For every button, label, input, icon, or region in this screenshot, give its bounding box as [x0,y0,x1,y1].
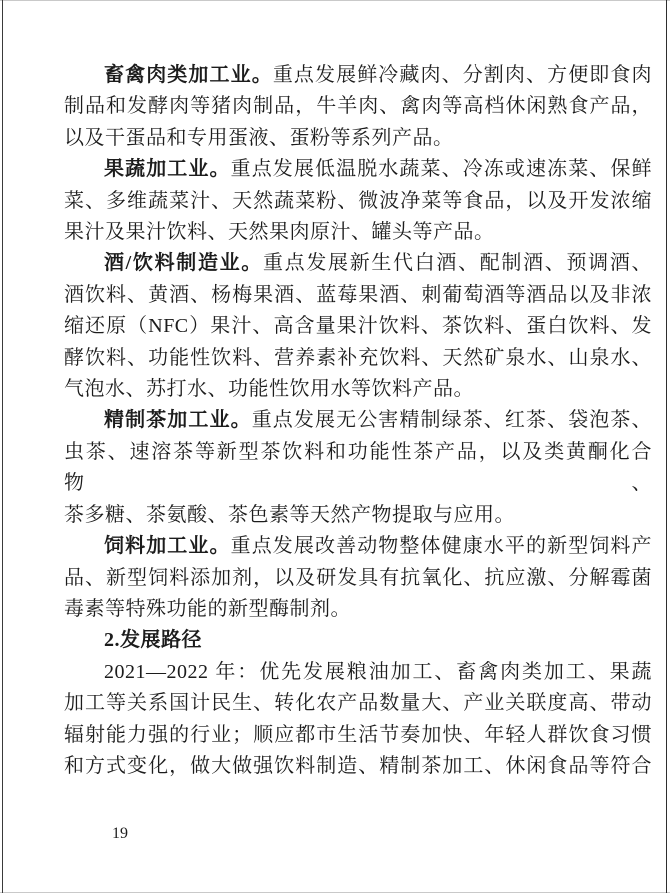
text-line [64,311,652,342]
text-run: 和方式变化，做大做强饮料制造、精制茶加工、休闲食品等符合 [64,754,652,777]
text-run: 气泡水、苏打水、功能性饮用水等饮料产品。 [64,378,474,401]
text-line [64,60,652,91]
text-line [64,531,652,562]
text-run: 重点发展改善动物整体健康水平的新型饲料产 [230,535,653,558]
document-body [64,60,652,782]
text-line [64,657,652,688]
text-line [64,688,652,719]
text-line [64,374,652,405]
text-run: 以及干蛋品和专用蛋液、蛋粉等系列产品。 [64,126,454,149]
heading-run: 精制茶加工业。 [104,409,252,432]
heading-run: 2.发展路径 [104,629,202,652]
heading-run: 酒/饮料制造业。 [104,252,263,275]
text-line [64,720,652,751]
text-line [64,186,652,217]
text-line [64,563,652,594]
text-line [64,154,652,185]
text-line [64,343,652,374]
text-run: 毒素等特殊功能的新型酶制剂。 [64,597,351,620]
text-line [64,217,652,248]
text-run: 重点发展鲜冷藏肉、分割肉、方便即食肉 [272,64,653,86]
text-line [64,625,652,656]
text-run: 虫茶、速溶茶等新型茶饮料和功能性茶产品，以及类黄酮化合物、 [64,440,652,495]
text-run: 品、新型饲料添加剂，以及研发具有抗氧化、抗应激、分解霉菌 [64,566,652,589]
text-line [64,500,652,531]
text-line [64,123,652,154]
text-run: 酒饮料、黄酒、杨梅果酒、蓝莓果酒、刺葡萄酒等酒品以及非浓 [64,283,652,306]
heading-run: 畜禽肉类加工业。 [104,64,273,86]
page-edge-top [0,0,670,1]
page-edge-left [2,0,3,893]
text-line [64,405,652,436]
text-run: 加工等关系国计民生、转化农产品数量大、产业关联度高、带动 [64,692,652,715]
text-line [64,248,652,279]
text-run: 重点发展低温脱水蔬菜、冷冻或速冻菜、保鲜 [230,158,653,181]
heading-run: 饲料加工业。 [104,535,231,558]
text-line [64,594,652,625]
text-line [64,280,652,311]
text-run: 重点发展新生代白酒、配制酒、预调酒、 [262,252,653,275]
text-run: 果汁及果汁饮料、天然果肉原汁、罐头等产品。 [64,221,495,244]
heading-run: 果蔬加工业。 [104,158,231,181]
text-line [64,751,652,782]
text-run: 茶多糖、茶氨酸、茶色素等天然产物提取与应用。 [64,503,515,526]
text-run: 2021—2022 年：优先发展粮油加工、畜禽肉类加工、果蔬 [104,660,652,683]
text-run: 重点发展无公害精制绿茶、红茶、袋泡茶、 [251,409,653,432]
page-edge-right [666,0,667,893]
text-run: 制品和发酵肉等猪肉制品，牛羊肉、禽肉等高档休闲熟食产品， [64,95,652,118]
text-run: 酵饮料、功能性饮料、营养素补充饮料、天然矿泉水、山泉水、 [64,346,652,369]
text-line [64,437,652,500]
page-number: 19 [112,825,128,842]
text-line [64,91,652,122]
text-run: 辐射能力强的行业；顺应都市生活节奏加快、年轻人群饮食习惯 [64,723,652,746]
text-run: 缩还原（NFC）果汁、高含量果汁饮料、茶饮料、蛋白饮料、发 [64,315,652,338]
text-run: 菜、多维蔬菜汁、天然蔬菜粉、微波净菜等食品，以及开发浓缩 [64,189,652,212]
